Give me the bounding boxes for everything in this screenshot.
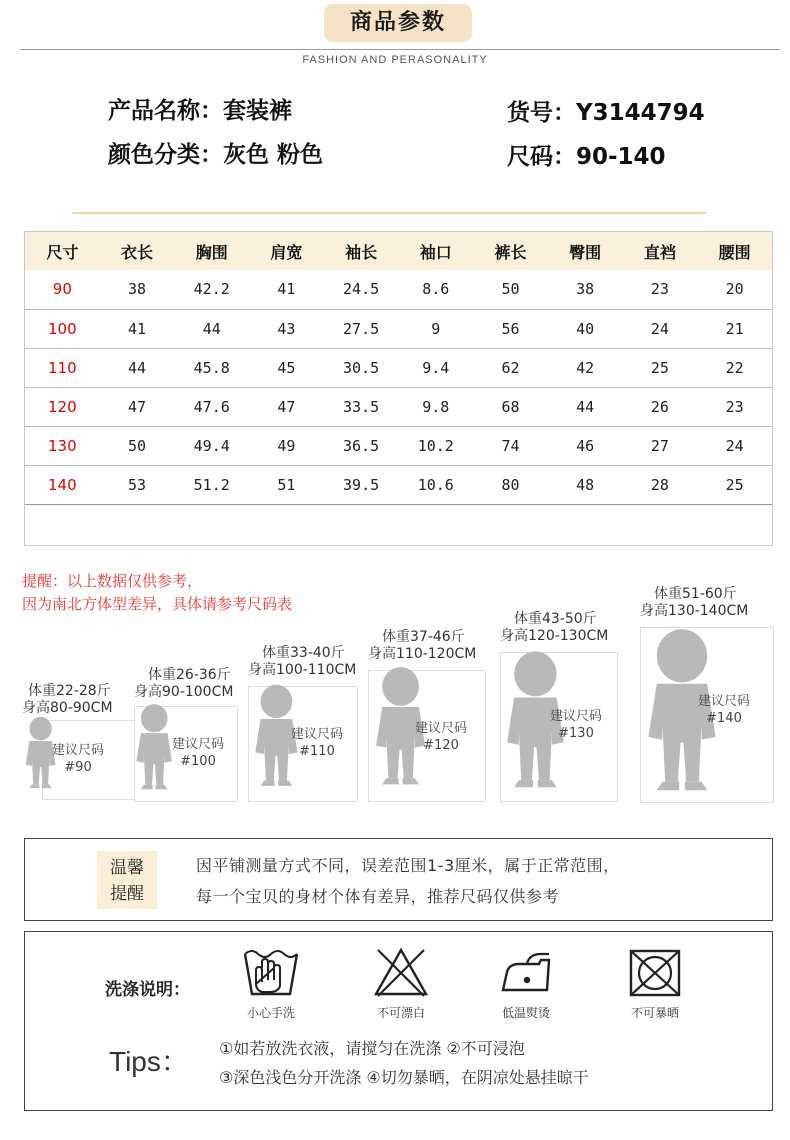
measure-cell: 38 [100, 270, 175, 309]
recommended-size-label: 建议尺码 [550, 709, 603, 724]
height-range: 身高110-120CM [368, 646, 477, 662]
recommended-size-value: #110 [299, 744, 335, 759]
height-range: 身高80-90CM [22, 700, 113, 716]
measure-cell: 27.5 [324, 309, 399, 348]
measure-cell: 40 [548, 309, 623, 348]
header-cell: 尺寸 [25, 232, 100, 270]
no-bleach-label: 不可漂白 [376, 1006, 425, 1020]
tips-heading: Tips： [109, 1046, 189, 1077]
height-range: 身高120-130CM [500, 628, 609, 644]
section-subtitle: FASHION AND PERASONALITY [302, 54, 488, 66]
measure-cell: 28 [623, 465, 698, 504]
size-cell: 130 [25, 426, 100, 465]
notice-line-2: 因为南北方体型差异，具体请参考尺码表 [22, 595, 293, 613]
weight-range: 体重26-36斤 [148, 667, 231, 683]
notice-line-1: 提醒：以上数据仅供参考， [22, 572, 203, 590]
measure-cell: 21 [697, 309, 772, 348]
measure-cell: 50 [473, 270, 548, 309]
weight-range: 体重22-28斤 [28, 683, 111, 699]
measure-cell: 26 [623, 387, 698, 426]
recommended-size [52, 742, 104, 776]
measure-cell: 42 [548, 348, 623, 387]
measure-cell: 44 [174, 309, 249, 348]
recommended-size-value: #140 [706, 711, 742, 726]
size-cell: 120 [25, 387, 100, 426]
care-tip-line-2: ③深色浅色分开洗涤 ④切勿暴晒，在阴凉处悬挂晾干 [219, 1068, 589, 1087]
weight-range: 体重33-40斤 [262, 645, 345, 661]
size-table-row [25, 387, 772, 426]
measure-cell: 43 [249, 309, 324, 348]
measure-cell: 51.2 [174, 465, 249, 504]
measure-cell: 24 [623, 309, 698, 348]
recommended-size-value: #120 [423, 738, 459, 753]
section-title: 商品参数 [324, 4, 472, 42]
measure-cell: 68 [473, 387, 548, 426]
recommended-size [291, 726, 343, 760]
measure-cell: 25 [697, 465, 772, 504]
recommended-size-value: #90 [64, 760, 92, 775]
measure-cell: 45 [249, 348, 324, 387]
care-tip-line-1: ①如若放洗衣液，请搅匀在洗涤 ②不可浸泡 [219, 1039, 525, 1058]
measure-cell: 24.5 [324, 270, 399, 309]
low-iron-icon [497, 946, 555, 1000]
measure-cell: 9.4 [398, 348, 473, 387]
care-item [481, 946, 571, 1020]
size-cell: 140 [25, 465, 100, 504]
warm-reminder-label [97, 851, 157, 909]
header-cell: 袖长 [324, 232, 399, 270]
size-table-row [25, 348, 772, 387]
recommended-size [550, 708, 602, 742]
measure-cell: 9 [398, 309, 473, 348]
product-name: 产品名称：套装裤 [108, 98, 292, 124]
recommended-size-label: 建议尺码 [172, 737, 225, 752]
measure-cell: 23 [623, 270, 698, 309]
care-item [610, 946, 700, 1020]
recommended-size [698, 693, 750, 727]
size-table-row [25, 426, 772, 465]
measure-cell: 10.6 [398, 465, 473, 504]
warm-reminder-label-line2: 提醒 [110, 884, 144, 904]
weight-range: 体重51-60斤 [654, 586, 737, 602]
size-table-header-row [25, 232, 772, 270]
header-cell: 臀围 [548, 232, 623, 270]
measure-cell: 80 [473, 465, 548, 504]
header-divider [20, 49, 780, 50]
measure-cell: 49.4 [174, 426, 249, 465]
measure-cell: 22 [697, 348, 772, 387]
measure-cell: 41 [100, 309, 175, 348]
recommended-size-label: 建议尺码 [415, 721, 468, 736]
no-sun-dry-icon [626, 946, 684, 1000]
measure-cell: 8.6 [398, 270, 473, 309]
warm-reminder-text-1: 因平铺测量方式不同，误差范围1-3厘米，属于正常范围， [196, 856, 620, 875]
size-table-row [25, 309, 772, 348]
header-cell: 衣长 [100, 232, 175, 270]
size-table-row [25, 270, 772, 309]
height-range: 身高90-100CM [134, 684, 234, 700]
weight-range: 体重43-50斤 [514, 611, 597, 627]
size-table-row [25, 465, 772, 504]
size-cell: 90 [25, 270, 100, 309]
measure-cell: 30.5 [324, 348, 399, 387]
no-sun-dry-label: 不可暴晒 [630, 1006, 679, 1020]
measure-cell: 38 [548, 270, 623, 309]
size-cell: 110 [25, 348, 100, 387]
no-bleach-icon [372, 946, 430, 1000]
measure-cell: 24 [697, 426, 772, 465]
height-range: 身高130-140CM [640, 603, 749, 619]
height-range: 身高100-110CM [248, 662, 357, 678]
measure-cell: 9.8 [398, 387, 473, 426]
measure-cell: 23 [697, 387, 772, 426]
product-sku: 货号：Y3144794 [507, 100, 705, 126]
measure-cell: 47.6 [174, 387, 249, 426]
measure-cell: 74 [473, 426, 548, 465]
care-instructions-box [24, 931, 773, 1111]
gold-divider [72, 212, 706, 214]
measure-cell: 53 [100, 465, 175, 504]
care-item [226, 946, 316, 1020]
measure-cell: 51 [249, 465, 324, 504]
recommended-size-label: 建议尺码 [52, 743, 105, 758]
measure-cell: 10.2 [398, 426, 473, 465]
measure-cell: 20 [697, 270, 772, 309]
header-cell: 胸围 [174, 232, 249, 270]
measure-cell: 44 [100, 348, 175, 387]
measure-cell: 27 [623, 426, 698, 465]
size-table [25, 232, 772, 505]
measure-cell: 50 [100, 426, 175, 465]
measure-cell: 49 [249, 426, 324, 465]
product-size-range: 尺码：90-140 [507, 144, 666, 170]
header-cell: 直裆 [623, 232, 698, 270]
measure-cell: 42.2 [174, 270, 249, 309]
header-cell: 肩宽 [249, 232, 324, 270]
recommended-size-label: 建议尺码 [698, 694, 751, 709]
header-cell: 腰围 [697, 232, 772, 270]
measure-cell: 33.5 [324, 387, 399, 426]
care-item [356, 946, 446, 1020]
size-cell: 100 [25, 309, 100, 348]
measure-cell: 62 [473, 348, 548, 387]
warm-reminder-box [24, 838, 773, 921]
measure-cell: 25 [623, 348, 698, 387]
recommended-size [172, 736, 224, 770]
measure-cell: 46 [548, 426, 623, 465]
measure-cell: 48 [548, 465, 623, 504]
measure-cell: 44 [548, 387, 623, 426]
measure-cell: 47 [100, 387, 175, 426]
recommended-size-label: 建议尺码 [291, 727, 344, 742]
child-silhouette-icon [132, 702, 176, 791]
measure-cell: 36.5 [324, 426, 399, 465]
measure-cell: 45.8 [174, 348, 249, 387]
warm-reminder-label-line1: 温馨 [110, 858, 144, 878]
recommended-size [415, 720, 467, 754]
warm-reminder-text-2: 每一个宝贝的身材个体有差异，推荐尺码仅供参考 [196, 887, 560, 906]
recommended-size-value: #130 [558, 726, 594, 741]
measure-cell: 39.5 [324, 465, 399, 504]
measure-cell: 41 [249, 270, 324, 309]
low-iron-label: 低温熨烫 [501, 1006, 550, 1020]
header-cell: 袖口 [398, 232, 473, 270]
hand-wash-label: 小心手洗 [246, 1006, 295, 1020]
hand-wash-icon [242, 946, 300, 1000]
measure-cell: 47 [249, 387, 324, 426]
product-colors: 颜色分类：灰色 粉色 [108, 142, 324, 168]
recommended-size-value: #100 [180, 754, 216, 769]
size-chart [24, 231, 773, 546]
header-cell: 裤长 [473, 232, 548, 270]
care-title: 洗涤说明： [105, 980, 190, 1000]
measure-cell: 56 [473, 309, 548, 348]
weight-range: 体重37-46斤 [382, 629, 465, 645]
